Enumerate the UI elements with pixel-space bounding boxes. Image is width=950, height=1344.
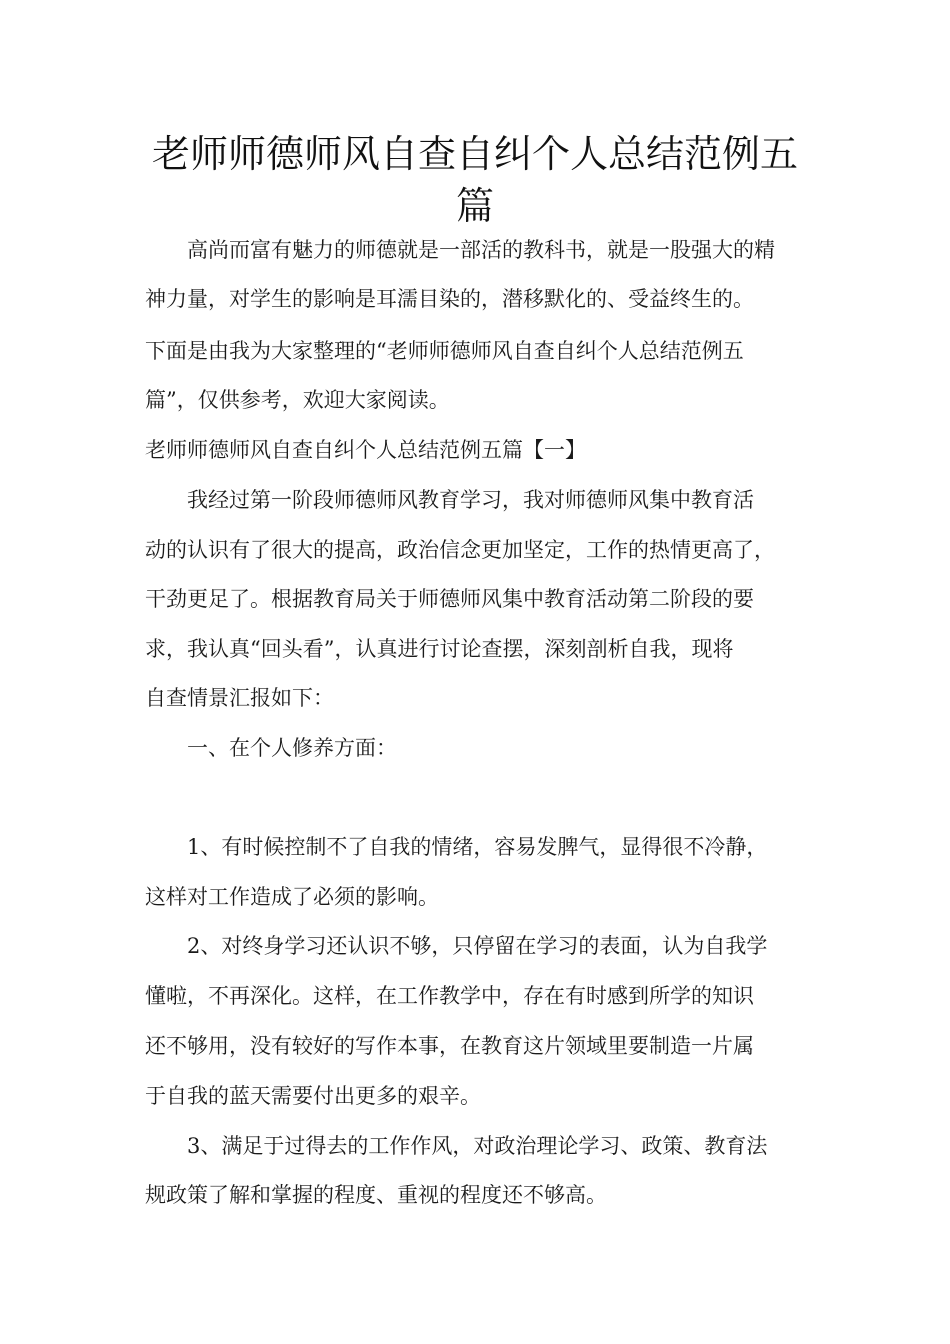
item1-line-2: 这样对工作造成了必须的影响。 bbox=[145, 885, 439, 909]
item2-line-1: 2、对终身学习还认识不够，只停留在学习的表面，认为自我学 bbox=[187, 934, 768, 958]
item2-line-4: 于自我的蓝天需要付出更多的艰辛。 bbox=[145, 1084, 481, 1108]
item2-line-2: 懂啦，不再深化。这样，在工作教学中，存在有时感到所学的知识 bbox=[145, 984, 754, 1008]
intro-line-1: 高尚而富有魅力的师德就是一部活的教科书，就是一股强大的精 bbox=[187, 238, 775, 262]
sub-heading: 一、在个人修养方面： bbox=[187, 736, 397, 760]
intro-line-2: 神力量，对学生的影响是耳濡目染的，潜移默化的、受益终生的。 bbox=[145, 287, 754, 311]
para1-line-4: 求，我认真“回头看”，认真进行讨论查摆，深刻剖析自我，现将 bbox=[145, 637, 734, 661]
para1-line-1: 我经过第一阶段师德师风教育学习，我对师德师风集中教育活 bbox=[187, 488, 754, 512]
para1-line-5: 自查情景汇报如下： bbox=[145, 686, 334, 710]
intro-line-3: 下面是由我为大家整理的“老师师德师风自查自纠个人总结范例五 bbox=[145, 339, 744, 363]
item3-line-2: 规政策了解和掌握的程度、重视的程度还不够高。 bbox=[145, 1183, 607, 1207]
title-line-1: 老师师德师风自查自纠个人总结范例五 bbox=[151, 132, 798, 176]
section-heading: 老师师德师风自查自纠个人总结范例五篇【一】 bbox=[145, 438, 586, 462]
item1-line-1: 1、有时候控制不了自我的情绪，容易发脾气，显得很不冷静， bbox=[187, 835, 768, 859]
para1-line-3: 干劲更足了。根据教育局关于师德师风集中教育活动第二阶段的要 bbox=[145, 587, 754, 611]
intro-line-4: 篇”，仅供参考，欢迎大家阅读。 bbox=[145, 388, 450, 412]
para1-line-2: 动的认识有了很大的提高，政治信念更加坚定，工作的热情更高了， bbox=[145, 538, 775, 562]
item3-line-1: 3、满足于过得去的工作作风，对政治理论学习、政策、教育法 bbox=[187, 1134, 768, 1158]
title-line-2: 篇 bbox=[455, 184, 494, 228]
page-title bbox=[0, 128, 950, 232]
item2-line-3: 还不够用，没有较好的写作本事，在教育这片领域里要制造一片属 bbox=[145, 1034, 754, 1058]
